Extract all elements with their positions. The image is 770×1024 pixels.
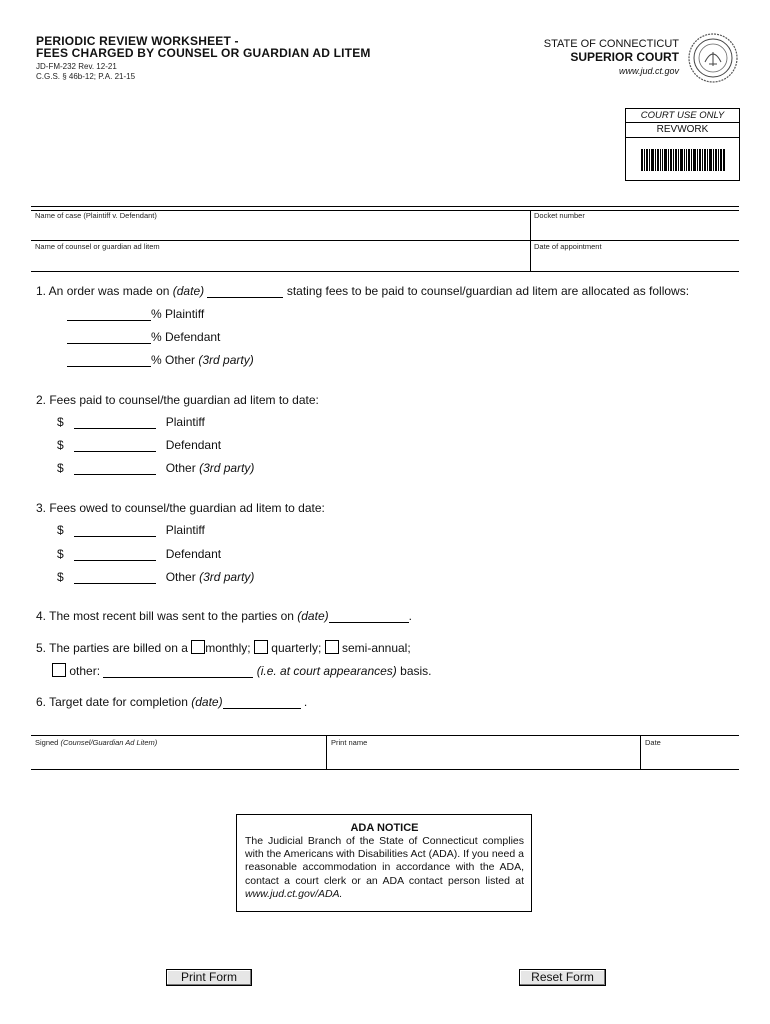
counsel-name-field[interactable] — [31, 241, 528, 270]
signature-date-field[interactable] — [641, 736, 739, 769]
other-label: other: — [69, 664, 101, 678]
appointment-date-field[interactable] — [532, 241, 737, 270]
other-checkbox[interactable] — [52, 663, 66, 677]
q5-basis: basis. — [400, 664, 432, 678]
dollar-sign: $ — [57, 461, 64, 475]
dollar-sign: $ — [57, 523, 64, 537]
q2-defendant-amount-input[interactable] — [74, 438, 156, 452]
court-website: www.jud.ct.gov — [618, 66, 679, 76]
dollar-sign: $ — [57, 547, 64, 561]
q1-other-percent-input[interactable] — [67, 353, 151, 367]
q1-defendant-percent-input[interactable] — [67, 330, 151, 344]
q3-plaintiff-label: Plaintiff — [165, 523, 205, 537]
q4-text: 4. The most recent bill was sent to the parties on — [36, 609, 294, 623]
counsel-name-label: Name of counsel or guardian ad litem — [35, 242, 160, 251]
q2-other-label: Other — [165, 461, 196, 475]
q3-third-party: (3rd party) — [199, 570, 255, 584]
q3-plaintiff-row — [57, 523, 205, 537]
ada-notice-text: The Judicial Branch of the State of Connecticut complies with the Americans with Disabilities Act (ADA). If you need a reasonable accommodation in accordance with the ADA, contact a court clerk or an ADA contact person listed at — [245, 835, 524, 887]
print-name-label: Print name — [331, 738, 368, 747]
q1-plaintiff-percent-input[interactable] — [67, 307, 151, 321]
q1-plaintiff-label: Plaintiff — [165, 307, 205, 321]
q3-other-label: Other — [165, 570, 196, 584]
q2-plaintiff-row — [57, 415, 205, 429]
question-6 — [36, 695, 307, 709]
print-form-button[interactable]: Print Form — [166, 969, 252, 986]
question-3: 3. Fees owed to counsel/the guardian ad litem to date: — [36, 501, 325, 515]
court-seal-icon — [687, 32, 739, 84]
q1-date-label: (date) — [172, 284, 205, 298]
q4-period: . — [408, 609, 412, 623]
q6-date-label: (date) — [191, 695, 223, 709]
q1-defendant-label: Defendant — [165, 330, 221, 344]
q3-plaintiff-amount-input[interactable] — [74, 523, 156, 537]
question-5 — [36, 640, 411, 655]
percent-sign: % — [151, 307, 162, 321]
docket-number-field[interactable] — [532, 210, 737, 239]
dollar-sign: $ — [57, 438, 64, 452]
form-title-line2: FEES CHARGED BY COUNSEL OR GUARDIAN AD LITEM — [36, 46, 371, 60]
q5-example: (i.e. at court appearances) — [256, 664, 397, 678]
grid-bottom — [31, 271, 739, 272]
q1-other-row — [67, 353, 254, 367]
signature-date-label: Date — [645, 738, 661, 747]
q4-bill-date-input[interactable] — [329, 609, 409, 623]
case-name-field[interactable] — [31, 210, 528, 239]
percent-sign: % — [151, 330, 162, 344]
q2-other-row — [57, 461, 254, 475]
quarterly-label: quarterly; — [271, 641, 322, 655]
q1-plaintiff-row — [67, 307, 204, 321]
signature-row — [31, 735, 739, 770]
ada-link[interactable]: www.jud.ct.gov/ADA. — [245, 887, 343, 900]
court-use-box — [625, 108, 740, 181]
semi-annual-label: semi-annual; — [341, 641, 411, 655]
court-use-heading: COURT USE ONLY — [626, 109, 739, 123]
q3-other-amount-input[interactable] — [74, 570, 156, 584]
q1-defendant-row — [67, 330, 220, 344]
grid-divider — [530, 210, 531, 272]
q3-other-row — [57, 570, 254, 584]
monthly-checkbox[interactable] — [191, 640, 205, 654]
question-2: 2. Fees paid to counsel/the guardian ad litem to date: — [36, 393, 319, 407]
appointment-date-label: Date of appointment — [534, 242, 602, 251]
statute-reference: C.G.S. § 46b-12; P.A. 21-15 — [36, 72, 136, 81]
ada-notice-title: ADA NOTICE — [350, 822, 419, 834]
question-1 — [36, 284, 689, 298]
q2-third-party: (3rd party) — [199, 461, 255, 475]
q2-plaintiff-amount-input[interactable] — [74, 415, 156, 429]
signed-label: Signed (Counsel/Guardian Ad Litem) — [35, 738, 158, 747]
reset-form-button[interactable]: Reset Form — [519, 969, 606, 986]
q4-date-label: (date) — [297, 609, 329, 623]
case-name-label: Name of case (Plaintiff v. Defendant) — [35, 211, 157, 220]
form-title-line1: PERIODIC REVIEW WORKSHEET - — [36, 34, 239, 48]
signature-field[interactable] — [31, 736, 325, 769]
barcode-icon — [641, 149, 725, 171]
court-use-code: REVWORK — [626, 123, 739, 138]
semi-annual-checkbox[interactable] — [325, 640, 339, 654]
other-basis-input[interactable] — [103, 664, 253, 678]
form-id: JD-FM-232 Rev. 12-21 — [36, 62, 117, 71]
q1-other-label: Other — [165, 353, 196, 367]
court-name: SUPERIOR COURT — [570, 50, 679, 64]
percent-sign: % — [151, 353, 162, 367]
question-4 — [36, 609, 412, 623]
ada-notice-box — [236, 814, 532, 912]
q3-defendant-amount-input[interactable] — [74, 547, 156, 561]
q1-suffix: stating fees to be paid to counsel/guardian ad litem are allocated as follows: — [286, 284, 690, 298]
q3-defendant-label: Defendant — [165, 547, 222, 561]
q6-period: . — [303, 695, 308, 709]
q3-defendant-row — [57, 547, 221, 561]
q1-order-date-input[interactable] — [207, 284, 283, 298]
q1-prefix: 1. An order was made on — [36, 284, 170, 298]
print-name-field[interactable] — [327, 736, 639, 769]
quarterly-checkbox[interactable] — [254, 640, 268, 654]
target-date-input[interactable] — [223, 695, 301, 709]
q6-text: 6. Target date for completion — [36, 695, 188, 709]
q5-text: 5. The parties are billed on a — [36, 641, 188, 655]
ada-notice-body — [245, 835, 524, 901]
q2-other-amount-input[interactable] — [74, 461, 156, 475]
case-info-grid — [31, 210, 739, 272]
q2-plaintiff-label: Plaintiff — [165, 415, 205, 429]
docket-number-label: Docket number — [534, 211, 585, 220]
dollar-sign: $ — [57, 570, 64, 584]
state-name: STATE OF CONNECTICUT — [543, 38, 679, 50]
q2-defendant-label: Defendant — [165, 438, 222, 452]
q5-other-row — [52, 663, 432, 678]
dollar-sign: $ — [57, 415, 64, 429]
q1-third-party: (3rd party) — [198, 353, 254, 367]
monthly-label: monthly; — [205, 641, 251, 655]
q2-defendant-row — [57, 438, 221, 452]
